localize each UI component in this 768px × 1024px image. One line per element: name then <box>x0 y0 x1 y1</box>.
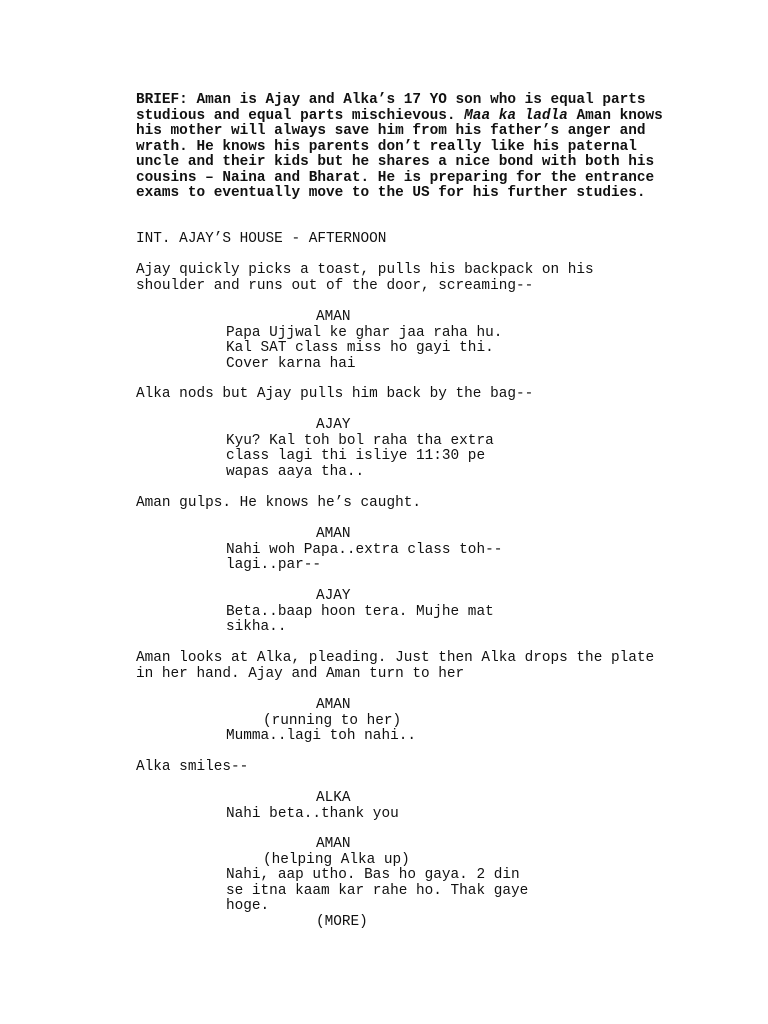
parenthetical: (running to her) <box>263 712 402 729</box>
brief-line: uncle and their kids but he shares a nice bond with both his <box>136 154 655 170</box>
dialogue-line: Nahi beta..thank you <box>226 805 399 822</box>
brief-line: BRIEF: Aman is Ajay and Alka’s 17 YO son who is equal parts <box>136 92 646 108</box>
dialogue-line: Beta..baap hoon tera. Mujhe mat <box>226 603 494 620</box>
parenthetical: (helping Alka up) <box>263 851 410 868</box>
action-line: Alka smiles-- <box>136 759 249 775</box>
character-name: AJAY <box>316 588 351 604</box>
dialogue-line: Kal SAT class miss ho gayi thi. <box>226 340 494 356</box>
dialogue-line: Nahi woh Papa..extra class toh-- <box>226 541 503 558</box>
dialogue-line: hoge. <box>226 898 270 914</box>
dialogue-line: sikha.. <box>226 619 287 635</box>
action-line: Aman gulps. He knows he’s caught. <box>136 495 421 511</box>
brief-emphasis: Maa ka ladla <box>464 107 568 124</box>
brief-line <box>136 109 663 124</box>
brief-line: wrath. He knows his parents don’t really like his paternal <box>136 138 637 155</box>
dialogue-line: se itna kaam kar rahe ho. Thak gaye <box>226 882 529 899</box>
brief-text: studious and equal parts mischievous. <box>136 107 465 124</box>
character-name: AMAN <box>316 526 351 542</box>
brief-text: Aman knows <box>567 107 663 124</box>
action-line: Alka nods but Ajay pulls him back by the bag-- <box>136 386 534 402</box>
character-name: AMAN <box>316 836 351 852</box>
character-name: AMAN <box>316 697 351 713</box>
character-name: AJAY <box>316 417 351 433</box>
scene-heading: INT. AJAY’S HOUSE - AFTERNOON <box>136 231 387 247</box>
brief-line: cousins – Naina and Bharat. He is preparing for the entrance <box>136 169 655 186</box>
dialogue-line: lagi..par-- <box>226 557 321 573</box>
action-line: Aman looks at Alka, pleading. Just then Alka drops the plate <box>136 650 655 666</box>
dialogue-line: Kyu? Kal toh bol raha tha extra <box>226 432 494 449</box>
action-line: in her hand. Ajay and Aman turn to her <box>136 665 465 682</box>
brief-line: exams to eventually move to the US for his further studies. <box>136 185 646 201</box>
dialogue-line: wapas aaya tha.. <box>226 463 365 480</box>
more-continuation: (MORE) <box>316 913 368 930</box>
dialogue-line: Mumma..lagi toh nahi.. <box>226 728 416 744</box>
dialogue-line: Nahi, aap utho. Bas ho gaya. 2 din <box>226 867 520 883</box>
action-line: shoulder and runs out of the door, screaming-- <box>136 277 534 294</box>
dialogue-line: Papa Ujjwal ke ghar jaa raha hu. <box>226 324 503 341</box>
character-name: ALKA <box>316 790 351 806</box>
dialogue-line: Cover karna hai <box>226 355 356 372</box>
dialogue-line: class lagi thi isliye 11:30 pe <box>226 448 486 464</box>
action-line: Ajay quickly picks a toast, pulls his backpack on his <box>136 262 594 278</box>
character-name: AMAN <box>316 309 351 325</box>
brief-line: his mother will always save him from his father’s anger and <box>136 123 646 139</box>
